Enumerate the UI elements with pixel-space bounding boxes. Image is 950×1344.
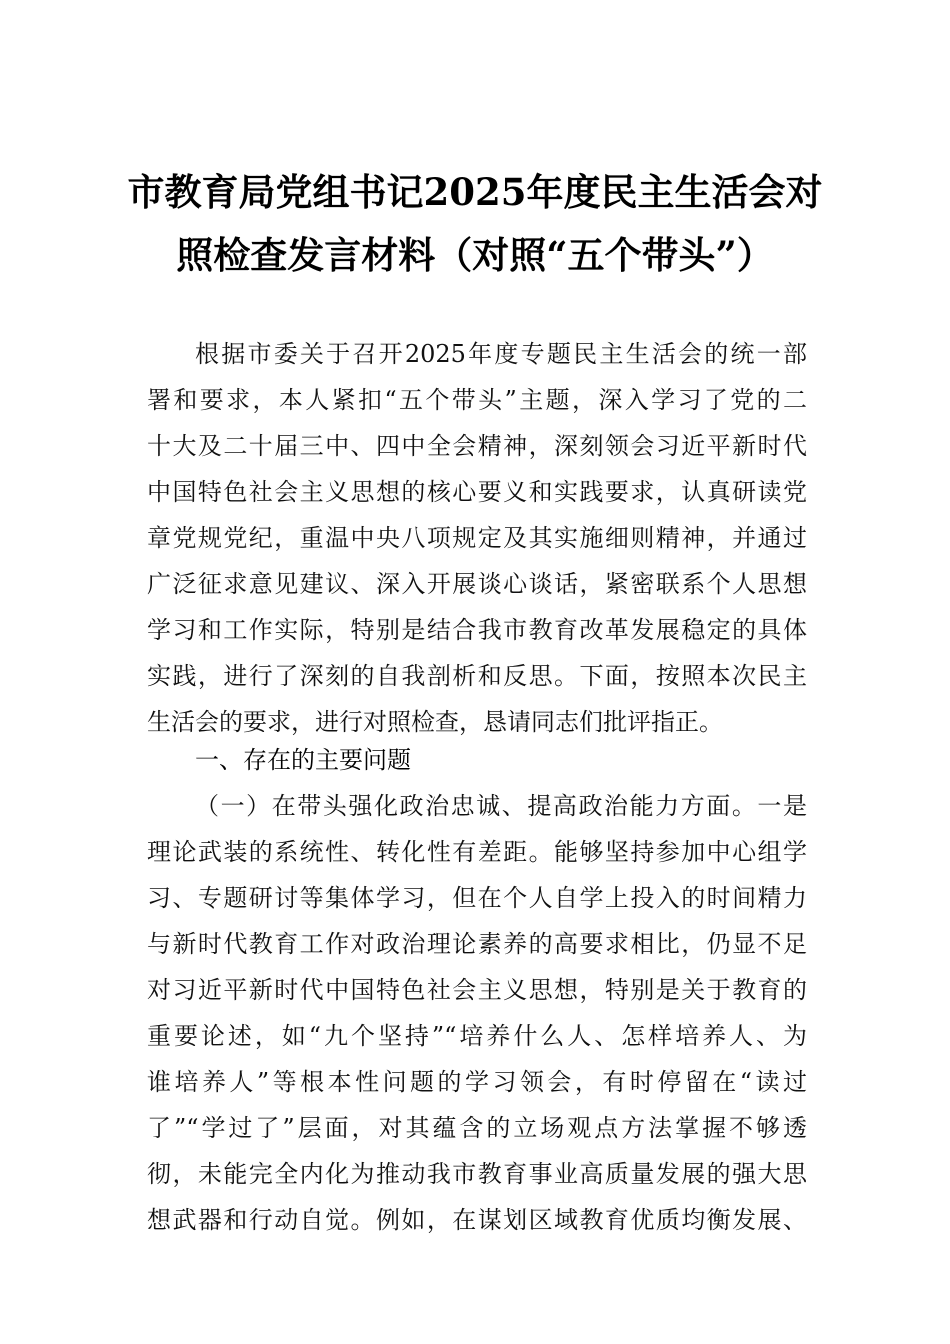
intro-line: 实践，进行了深刻的自我剖析和反思。下面，按照本次民主 [147,662,807,690]
body-line: 想武器和行动自觉。例如，在谋划区域教育优质均衡发展、 [147,1206,807,1234]
body-line: 了”“学过了”层面，对其蕴含的立场观点方法掌握不够透 [147,1114,807,1142]
body-line: 重要论述，如“九个坚持”“培养什么人、怎样培养人、为 [147,1022,807,1050]
section-heading: 一、存在的主要问题 [195,746,411,774]
body-line: （一）在带头强化政治忠诚、提高政治能力方面。一是 [195,792,807,820]
body-line: 习、专题研讨等集体学习，但在个人自学上投入的时间精力 [147,884,807,912]
intro-line: 生活会的要求，进行对照检查，恳请同志们批评指正。 [147,708,723,736]
intro-line: 中国特色社会主义思想的核心要义和实践要求，认真研读党 [147,478,807,506]
intro-line: 章党规党纪，重温中央八项规定及其实施细则精神，并通过 [147,524,807,552]
document-title-line-1: 市教育局党组书记2025年度民主生活会对 [127,170,823,214]
document-title-line-2: 照检查发言材料（对照“五个带头”） [176,233,774,277]
intro-line: 根据市委关于召开2025年度专题民主生活会的统一部 [195,340,807,368]
body-line: 对习近平新时代中国特色社会主义思想，特别是关于教育的 [147,976,807,1004]
body-line: 彻，未能完全内化为推动我市教育事业高质量发展的强大思 [147,1160,807,1188]
intro-line: 十大及二十届三中、四中全会精神，深刻领会习近平新时代 [147,432,807,460]
intro-line: 学习和工作实际，特别是结合我市教育改革发展稳定的具体 [147,616,807,644]
body-line: 谁培养人”等根本性问题的学习领会，有时停留在“读过 [147,1068,807,1096]
body-line: 理论武装的系统性、转化性有差距。能够坚持参加中心组学 [147,838,807,866]
intro-line: 署和要求，本人紧扣“五个带头”主题，深入学习了党的二 [147,386,807,414]
body-line: 与新时代教育工作对政治理论素养的高要求相比，仍显不足 [147,930,807,958]
intro-line: 广泛征求意见建议、深入开展谈心谈话，紧密联系个人思想 [147,570,807,598]
